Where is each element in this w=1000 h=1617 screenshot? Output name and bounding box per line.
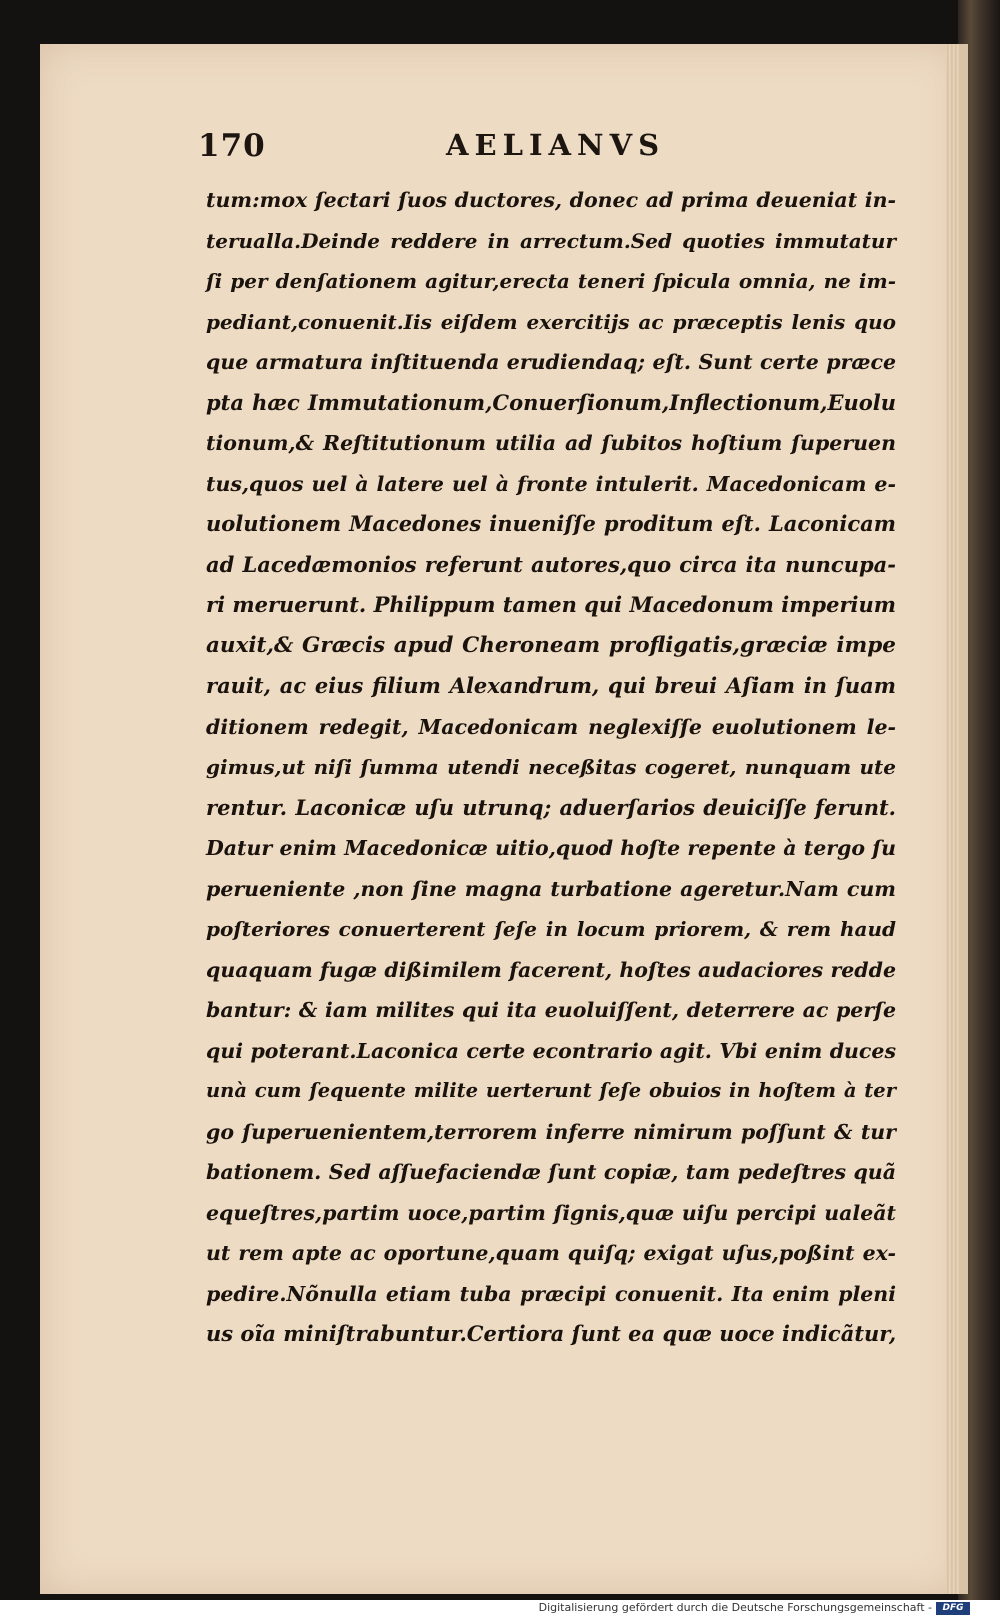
- text-line: pediant,conuenit.Iis eiſdem exercitijs ac præceptis lenis quo: [206, 309, 896, 334]
- text-line: ut rem apte ac oportune,quam quiſq; exigat uſus,poßint ex-: [206, 1241, 896, 1265]
- dfg-logo[interactable]: DFG: [936, 1602, 970, 1615]
- text-line: que armatura inſtituenda erudiendaq; eſt. Sunt certe præce: [206, 350, 896, 374]
- text-line: bationem. Sed aſſuefaciendæ ſunt copiæ, tam pedeſtres quã: [206, 1160, 896, 1184]
- text-line: auxit,& Græcis apud Cheroneam profligatis,græciæ impe: [206, 632, 896, 658]
- text-line: uolutionem Macedones inueniſſe proditum eſt. Laconicam: [206, 511, 896, 536]
- text-line: ſi per denſationem agitur,erecta teneri ſpicula omnia, ne im-: [206, 269, 896, 293]
- text-line: perueniente ,non ſine magna turbatione ageretur.Nam cum: [206, 876, 896, 901]
- text-line: bantur: & iam milites qui ita euoluiſſent, deterrere ac perſe: [206, 998, 896, 1022]
- text-line: tionum,& Reſtitutionum utilia ad ſubitos hoſtium ſuperuen: [206, 431, 896, 455]
- text-line: go ſuperuenientem,terrorem inferre nimirum poſſunt & tur: [206, 1119, 896, 1144]
- text-line: poſteriores conuerterent ſeſe in locum priorem, & rem haud: [206, 917, 896, 941]
- text-line: rauit, ac eius filium Alexandrum, qui breui Aſiam in ſuam: [206, 673, 896, 698]
- text-line: tum:mox ſectari ſuos ductores, donec ad prima deueniat in-: [206, 188, 896, 212]
- digitization-footer: [0, 1600, 1000, 1617]
- running-head: AELIANVS: [446, 128, 666, 162]
- text-line: us oĩa miniſtrabuntur.Certiora ſunt ea quæ uoce indicãtur,: [206, 1321, 897, 1346]
- text-line: gimus,ut niſi ſumma utendi neceßitas cogeret, nunquam ute: [206, 755, 896, 779]
- text-line: qui poterant.Laconica certe econtrario agit. Vbi enim duces: [206, 1038, 896, 1063]
- text-line: equeſtres,partim uoce,partim ſignis,quæ uiſu percipi ualeãt: [206, 1200, 896, 1225]
- text-line: Datur enim Macedonicæ uitio,quod hoſte repente à tergo ſu: [206, 836, 896, 860]
- text-line: unà cum ſequente milite uerterunt ſeſe obuios in hoſtem à ter: [206, 1079, 896, 1102]
- text-line: pta hæc Immutationum,Conuerſionum,Inflectionum,Euolu: [206, 389, 896, 415]
- text-line: quaquam fugæ dißimilem facerent, hoſtes audaciores redde: [206, 957, 896, 982]
- text-line: ditionem redegit, Macedonicam neglexiſſe euolutionem le-: [206, 714, 896, 739]
- page-number: 170: [198, 128, 266, 164]
- text-line: tus,quos uel à latere uel à fronte intulerit. Macedonicam e-: [206, 471, 896, 496]
- text-line: ri meruerunt. Philippum tamen qui Macedonum imperium: [206, 592, 896, 617]
- text-line: terualla.Deinde reddere in arrectum.Sed quoties immutatur: [206, 228, 896, 253]
- text-line: pedire.Nõnulla etiam tuba præcipi conuenit. Ita enim pleni: [206, 1281, 896, 1306]
- body-text: [206, 180, 896, 1355]
- page-header: [198, 128, 838, 168]
- funding-note: Digitalisierung gefördert durch die Deutsche Forschungsgemeinschaft -: [538, 1601, 932, 1614]
- page-edge: [946, 44, 960, 1594]
- text-line: rentur. Laconicæ uſu utrunq; aduerſarios deuiciſſe ferunt.: [206, 794, 896, 820]
- text-line: ad Lacedæmonios referunt autores,quo circa ita nuncupa-: [206, 551, 896, 577]
